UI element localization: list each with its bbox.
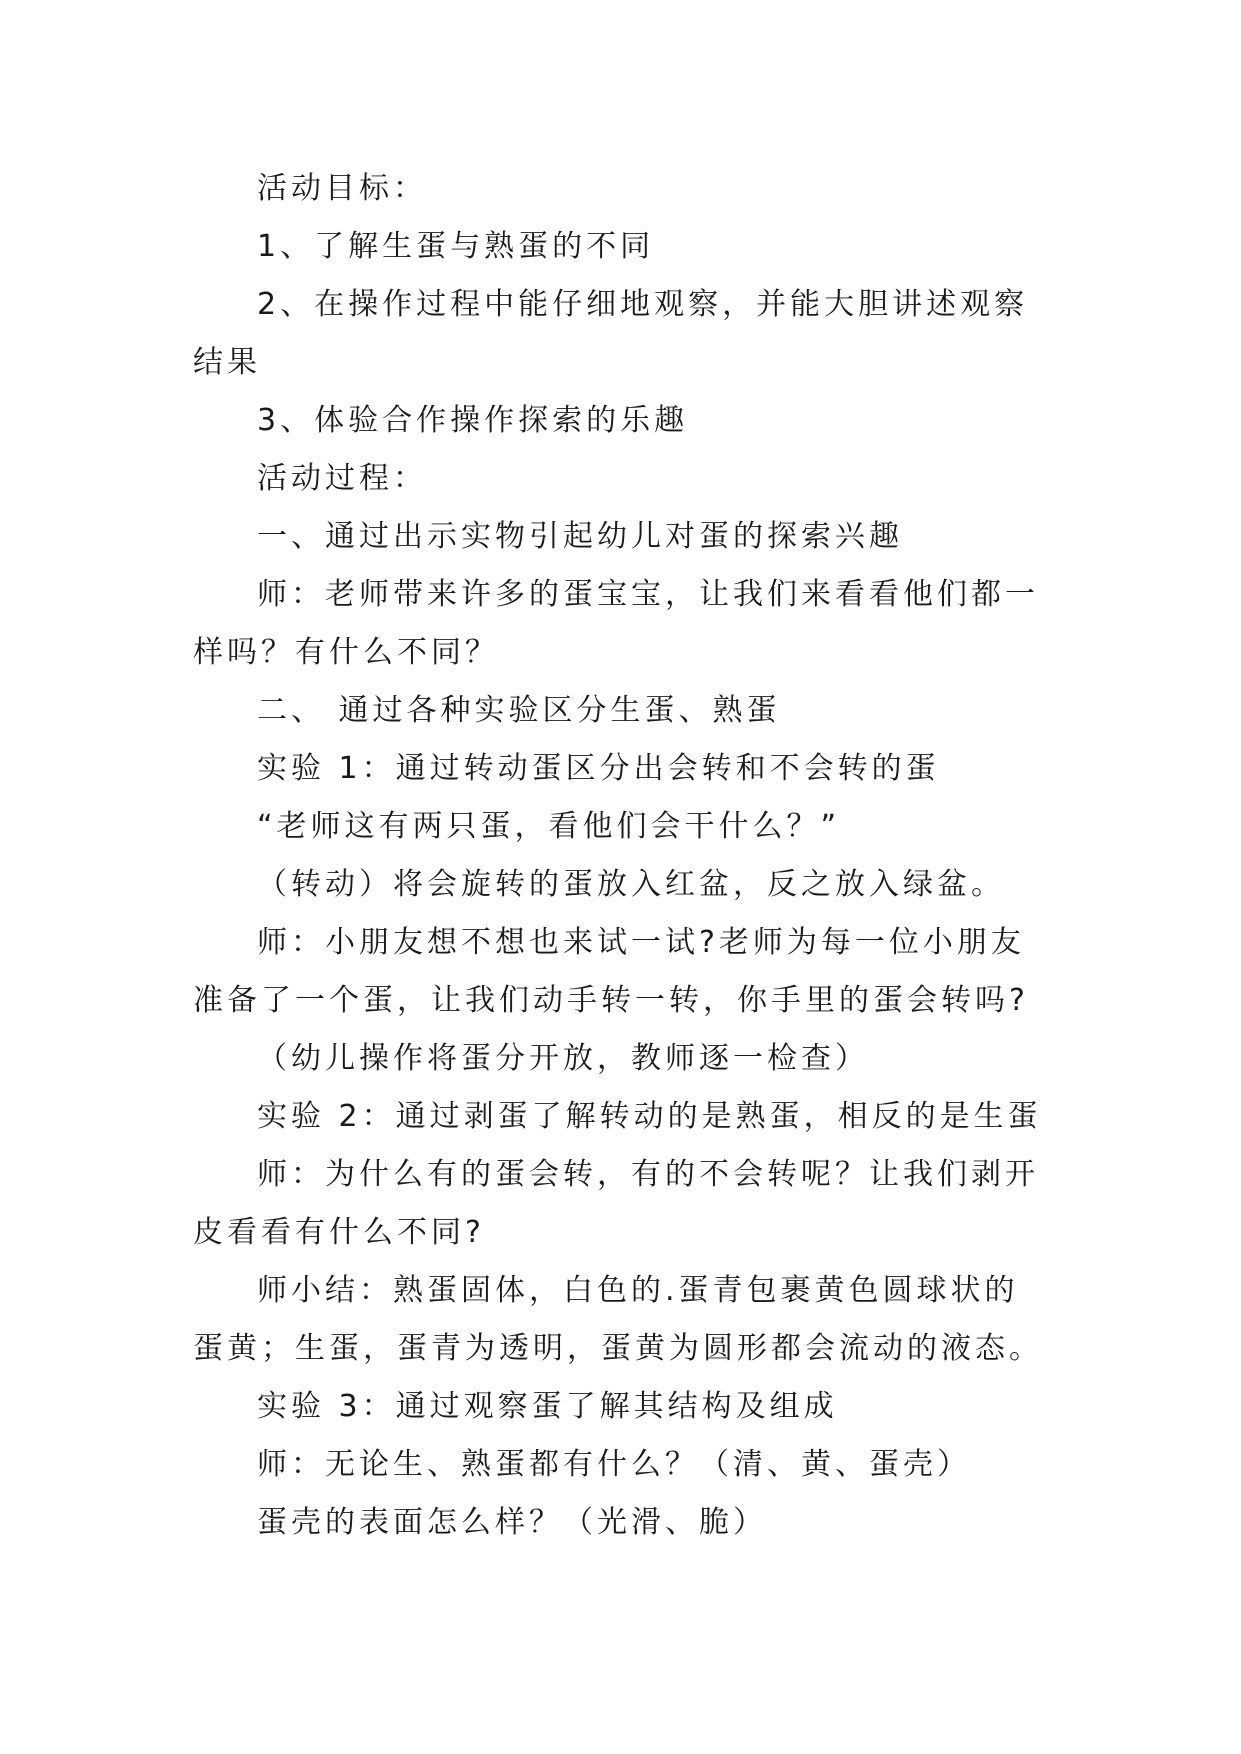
paragraph-quote: “老师这有两只蛋，看他们会干什么？” bbox=[257, 809, 841, 844]
paragraph-teacher-4: 师：无论生、熟蛋都有什么？（清、黄、蛋壳） bbox=[257, 1447, 971, 1482]
paragraph-goal-1: 1、了解生蛋与熟蛋的不同 bbox=[257, 229, 655, 264]
paragraph-teacher-1: 师：老师带来许多的蛋宝宝，让我们来看看他们都一样吗？有什么不同？ bbox=[193, 577, 1039, 670]
paragraph-goals-heading: 活动目标： bbox=[257, 171, 427, 206]
paragraph-goal-3: 3、体验合作操作探索的乐趣 bbox=[257, 403, 689, 438]
paragraph-child-operate: （幼儿操作将蛋分开放，教师逐一检查） bbox=[257, 1041, 869, 1076]
paragraph-spin: （转动）将会旋转的蛋放入红盆，反之放入绿盆。 bbox=[257, 867, 1005, 902]
paragraph-step-1: 一、通过出示实物引起幼儿对蛋的探索兴趣 bbox=[257, 519, 903, 554]
paragraph-summary: 师小结：熟蛋固体，白色的.蛋青包裹黄色圆球状的蛋黄；生蛋，蛋青为透明，蛋黄为圆形都会流动的液态。 bbox=[193, 1273, 1043, 1366]
paragraph-teacher-3: 师：为什么有的蛋会转，有的不会转呢？让我们剥开皮看看有什么不同? bbox=[193, 1157, 1039, 1250]
paragraph-teacher-2: 师：小朋友想不想也来试一试?老师为每一位小朋友准备了一个蛋，让我们动手转一转，你手里的蛋会转吗? bbox=[193, 925, 1029, 1018]
paragraph-experiment-2: 实验 2：通过剥蛋了解转动的是熟蛋，相反的是生蛋 bbox=[257, 1099, 1042, 1134]
paragraph-experiment-1: 实验 1：通过转动蛋区分出会转和不会转的蛋 bbox=[257, 751, 940, 786]
paragraph-experiment-3: 实验 3：通过观察蛋了解其结构及组成 bbox=[257, 1389, 838, 1424]
paragraph-step-2: 二、 通过各种实验区分生蛋、熟蛋 bbox=[257, 693, 781, 728]
paragraph-process-heading: 活动过程： bbox=[257, 461, 427, 496]
paragraph-goal-2: 2、在操作过程中能仔细地观察，并能大胆讲述观察结果 bbox=[193, 287, 1029, 380]
paragraph-shell: 蛋壳的表面怎么样？（光滑、脆） bbox=[257, 1505, 767, 1540]
